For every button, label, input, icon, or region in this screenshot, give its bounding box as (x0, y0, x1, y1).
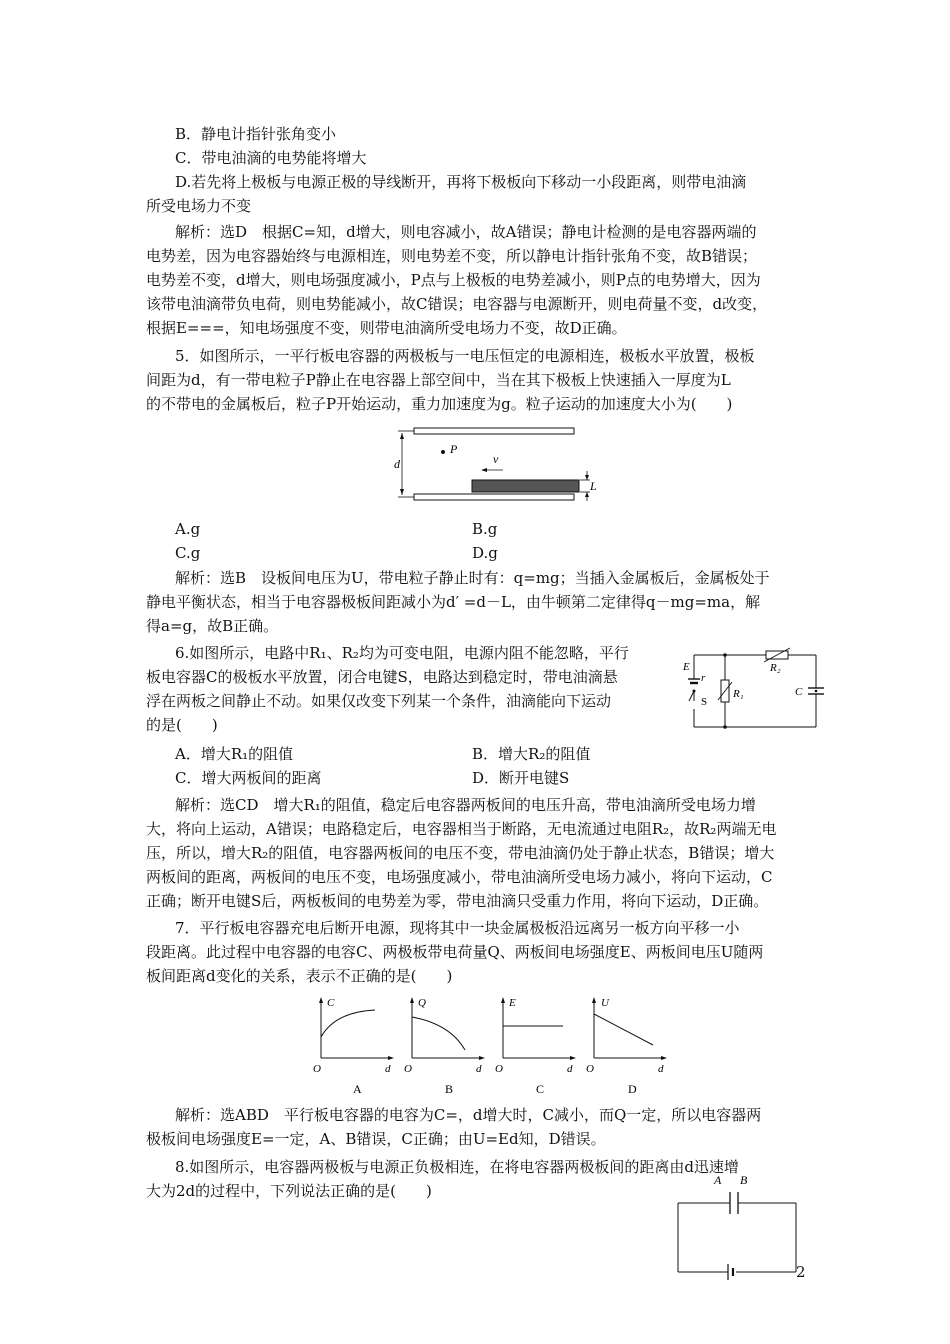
switch-blade (689, 691, 694, 701)
q6-analysis-line: 正确；断开电键S后，两板板间的电势差为零，带电油滴只受重力作用，将向下运动，D正确。 (146, 892, 769, 910)
svg-text:d: d (567, 1063, 573, 1075)
q4-option-d: D.若先将上极板与电源正极的导线断开，再将下极板向下移动一小段距离，则带电油滴 (175, 173, 747, 191)
svg-text:O: O (313, 1063, 321, 1075)
a-label: A (714, 1173, 722, 1187)
q7-analysis-line: 解析：选ABD 平行板电容器的电容为C=，d增大时，C减小，而Q一定，所以电容器两 (175, 1106, 762, 1124)
caption-d: D (628, 1082, 637, 1096)
upper-plate (414, 428, 574, 434)
q7-stem-line: 段距离。此过程中电容器的电容C、两极板带电荷量Q、两板间电场强度E、两板间电压U随两 (146, 943, 764, 961)
curve-b (412, 1017, 465, 1050)
q6-option-c: C．增大两板间的距离 (175, 769, 322, 787)
svg-text:O: O (586, 1063, 594, 1075)
s-label: S (701, 696, 708, 708)
q8-stem-line: 大为2d的过程中，下列说法正确的是( ) (146, 1182, 432, 1200)
q6-analysis-line: 压，所以，增大R₂的阻值，电容器两板间的电压不变，带电油滴仍处于静止状态，B错误；增大 (146, 844, 775, 862)
q6-option-d: D．断开电键S (472, 769, 570, 787)
q6-stem-line: 板电容器C的极板水平放置，闭合电键S，电路达到稳定时，带电油滴悬 (146, 668, 618, 686)
q5-capacitor-figure (390, 425, 605, 510)
q4-analysis-line: 根据E===，知电场强度不变，则带电油滴所受电场力不变，故D正确。 (146, 319, 627, 337)
r1-label: R₁ (733, 688, 744, 700)
particle-p-dot (441, 450, 445, 454)
b-label: B (740, 1173, 748, 1187)
q6-stem-line: 的是( ) (146, 716, 218, 734)
q6-circuit-figure (680, 645, 830, 735)
svg-text:d: d (476, 1063, 482, 1075)
q4-option-c: C．带电油滴的电势能将增大 (175, 149, 367, 167)
svg-text:U: U (601, 997, 609, 1009)
d-label: d (394, 457, 400, 471)
q5-stem-line: 5．如图所示，一平行板电容器的两极板与一电压恒定的电源相连，极板水平放置，极板 (175, 347, 755, 365)
q7-graphs-figure (305, 992, 685, 1096)
q7-stem-line: 板间距离d变化的关系，表示不正确的是( ) (146, 967, 453, 985)
lower-plate (414, 494, 574, 500)
q4-analysis-line: 解析：选D 根据C=知，d增大，则电容减小，故A错误；静电计检测的是电容器两端的 (175, 223, 757, 241)
q6-stem-line: 浮在两板之间静止不动。如果仅改变下列某一个条件，油滴能向下运动 (146, 692, 612, 710)
q6-stem-line: 6.如图所示，电路中R₁、R₂均为可变电阻，电源内阻不能忽略，平行 (175, 644, 629, 662)
q6-analysis-line: 大，将向上运动，A错误；电路稳定后，电容器相当于断路，无电流通过电阻R₂，故R₂两端无电 (146, 820, 777, 838)
q5-analysis-line: 得a=g，故B正确。 (146, 617, 279, 635)
q5-stem-line: 间距为d，有一带电粒子P静止在电容器上部空间中，当在其下极板上快速插入一厚度为L (146, 371, 731, 389)
q8-stem-line: 8.如图所示，电容器两极板与电源正负极相连，在将电容器两极板间的距离由d迅速增 (175, 1158, 739, 1176)
q4-option-b: B．静电计指针张角变小 (175, 125, 337, 143)
q5-option-a: A.g (175, 520, 201, 538)
l-label: L (590, 479, 597, 493)
q4-analysis-line: 电势差不变，d增大，则电场强度减小，P点与上极板的电势差减小，则P点的电势增大，因为 (146, 271, 761, 289)
q5-stem-line: 的不带电的金属板后，粒子P开始运动，重力加速度为g。粒子运动的加速度大小为( ) (146, 395, 733, 413)
metal-slab (472, 480, 579, 492)
q6-option-a: A．增大R₁的阻值 (175, 745, 294, 763)
svg-text:C: C (327, 997, 335, 1009)
graph-a (313, 997, 394, 1096)
curve-a (321, 1010, 375, 1037)
q6-analysis-line: 两板间的距离，两板间的电压不变，电场强度减小，带电油滴所受电场力减小，将向下运动，C (146, 868, 773, 886)
q7-stem-line: 7．平行板电容器充电后断开电源，现将其中一块金属极板沿远离另一板方向平移一小 (175, 919, 740, 937)
e-label: E (683, 661, 690, 673)
svg-text:O: O (404, 1063, 412, 1075)
q5-analysis-line: 静电平衡状态，相当于电容器极板间距减小为d′ =d－L，由牛顿第二定律得q－mg=ma，解 (146, 593, 761, 611)
caption-c: C (536, 1082, 545, 1096)
graph-c (495, 997, 576, 1096)
q4-analysis-line: 电势差，因为电容器始终与电源相连，则电势差不变，所以静电计指针张角不变，故B错误； (146, 247, 758, 265)
v-label: v (493, 452, 499, 466)
svg-text:E: E (509, 997, 516, 1009)
q4-analysis-line: 该带电油滴带负电荷，则电势能减小，故C错误；电容器与电源断开，则电荷量不变，d改变， (146, 295, 768, 313)
svg-text:d: d (385, 1063, 391, 1075)
caption-b: B (445, 1082, 454, 1096)
q5-option-d: D.g (472, 544, 498, 562)
page-number: 2 (796, 1263, 806, 1281)
svg-text:Q: Q (418, 997, 426, 1009)
q6-option-b: B．增大R₂的阻值 (472, 745, 591, 763)
caption-a: A (353, 1082, 362, 1096)
q5-option-c: C.g (175, 544, 201, 562)
q6-analysis-line: 解析：选CD 增大R₁的阻值，稳定后电容器两板间的电压升高，带电油滴所受电场力增 (175, 796, 756, 814)
graph-d (586, 997, 667, 1096)
svg-text:O: O (495, 1063, 503, 1075)
r2-label: R₂ (770, 662, 781, 674)
r-label: r (701, 672, 706, 684)
svg-text:d: d (658, 1063, 664, 1075)
q7-analysis-line: 极板间电场强度E=一定，A、B错误，C正确；由U=Ed知，D错误。 (146, 1130, 606, 1148)
q5-option-b: B.g (472, 520, 498, 538)
curve-d (594, 1014, 653, 1045)
q5-analysis-line: 解析：选B 设板间电压为U，带电粒子静止时有：q=mg；当插入金属板后，金属板处于 (175, 569, 770, 587)
q4-option-d-cont: 所受电场力不变 (146, 197, 252, 215)
c-label: C (795, 686, 803, 698)
q8-circuit-figure (670, 1168, 810, 1288)
oil-drop (815, 690, 818, 693)
graph-b (404, 997, 485, 1096)
p-label: P (450, 442, 458, 456)
